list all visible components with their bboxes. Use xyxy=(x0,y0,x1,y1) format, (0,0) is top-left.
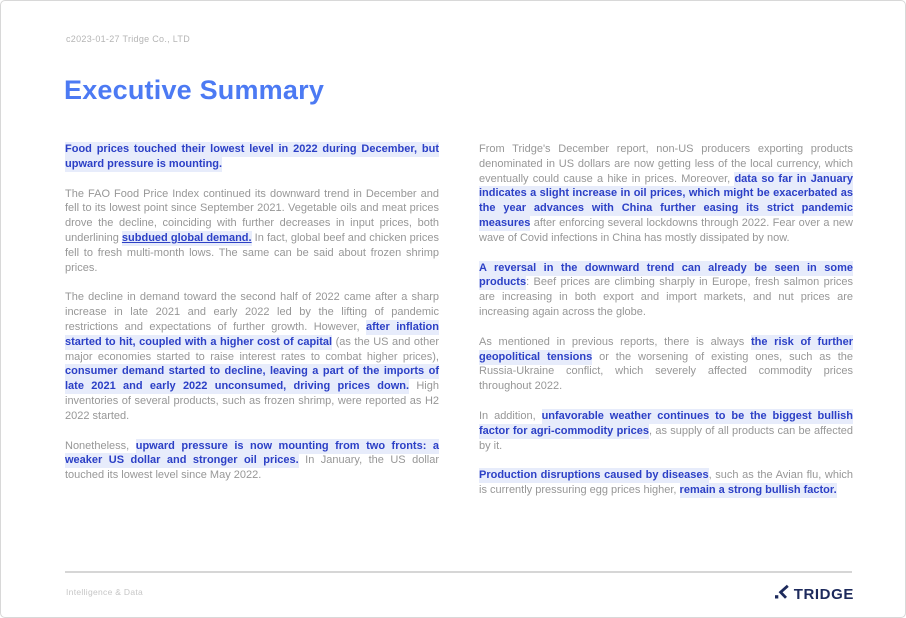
text-run: The decline in demand toward the second half of 2022 came after a sharp increase in late 2021 and early 2022 led by the lifting of pandemic restrictions and expectations of further growth. However, xyxy=(65,291,439,333)
text-run: or the worsening of existing ones, such as the Russia-Ukraine conflict, which severely affected commodity prices throughout 2022. xyxy=(479,350,854,393)
highlighted-text: data so far in January indicates a slight increase in oil prices, which might be exacerbated as the year advances with China further easing its strict pandemic measures xyxy=(479,172,853,229)
paragraph xyxy=(65,439,439,483)
text-run: The FAO Food Price Index continued its downward trend in December and fell to its lowest point since September 2021. Vegetable oils and meat prices drove the decline, coinciding with further decreases in input prices, both underlining xyxy=(65,187,439,244)
tridge-branch-icon xyxy=(774,584,790,605)
paragraph xyxy=(479,409,853,453)
text-run: In fact, global beef and chicken prices fell to fresh multi-month lows. The same can be said about frozen shrimp prices. xyxy=(65,231,439,274)
text-run: (as the US and other major economies started to raise interest rates to combat higher prices), xyxy=(65,335,439,363)
text-run: , such as the Avian flu, which is currently pressuring egg prices higher, xyxy=(479,469,854,497)
report-date-company: c2023-01-27 Tridge Co., LTD xyxy=(66,34,190,44)
tridge-logo xyxy=(774,584,854,605)
highlighted-text: after inflation started to hit, coupled with a higher cost of capital xyxy=(65,320,439,348)
text-run: after enforcing several lockdowns through 2022. Fear over a new wave of Covid infections in China has mostly dissipated by now. xyxy=(479,216,853,244)
tridge-logo-text: TRIDGE xyxy=(793,586,854,603)
summary-columns xyxy=(65,142,852,498)
right-column xyxy=(479,142,853,498)
paragraph xyxy=(479,142,853,246)
highlighted-text: remain a strong bullish factor. xyxy=(679,484,837,497)
footer-divider xyxy=(65,571,852,573)
highlighted-link[interactable]: subdued global demand. xyxy=(121,231,252,244)
text-run: As mentioned in previous reports, there is always xyxy=(479,335,751,348)
text-run: , as supply of all products can be affected by it. xyxy=(479,424,853,452)
left-column xyxy=(65,142,439,498)
text-run: From Tridge's December report, non-US producers exporting products denominated in US dollars are now getting less of the local currency, which eventually could cause a hike in prices. Moreover, xyxy=(479,143,853,185)
footer-label: Intelligence & Data xyxy=(66,587,144,597)
highlighted-text: A reversal in the downward trend can already be seen in some products xyxy=(479,261,853,289)
highlighted-text: Production disruptions caused by diseases xyxy=(479,469,709,482)
paragraph xyxy=(479,468,853,498)
highlighted-text: upward pressure is now mounting from two fronts: a weaker US dollar and stronger oil prices. xyxy=(65,439,440,467)
text-run: In addition, xyxy=(479,409,542,422)
paragraph xyxy=(479,335,853,394)
text-run: High inventories of several products, such as frozen shrimp, were reported as H2 2022 started. xyxy=(65,380,439,422)
highlighted-text: unfavorable weather continues to be the biggest bullish factor for agri-commodity prices xyxy=(479,409,853,437)
paragraph xyxy=(65,187,439,276)
text-run: : Beef prices are climbing sharply in Europe, fresh salmon prices are increasing in both export and import markets, and nut prices are increasing again across the globe. xyxy=(479,276,853,318)
paragraph xyxy=(479,261,853,320)
page-title: Executive Summary xyxy=(64,75,325,105)
highlighted-text: the risk of further geopolitical tensions xyxy=(479,335,853,363)
text-run: In January, the US dollar touched its lowest level since May 2022. xyxy=(65,454,439,482)
text-run: Nonetheless, xyxy=(65,439,136,452)
paragraph xyxy=(65,142,439,172)
paragraph xyxy=(65,290,439,423)
highlighted-text: consumer demand started to decline, leaving a part of the imports of late 2021 and early 2022 unconsumed, driving prices down. xyxy=(65,365,439,393)
highlighted-text: Food prices touched their lowest level in 2022 during December, but upward pressure is mounting. xyxy=(65,143,439,170)
